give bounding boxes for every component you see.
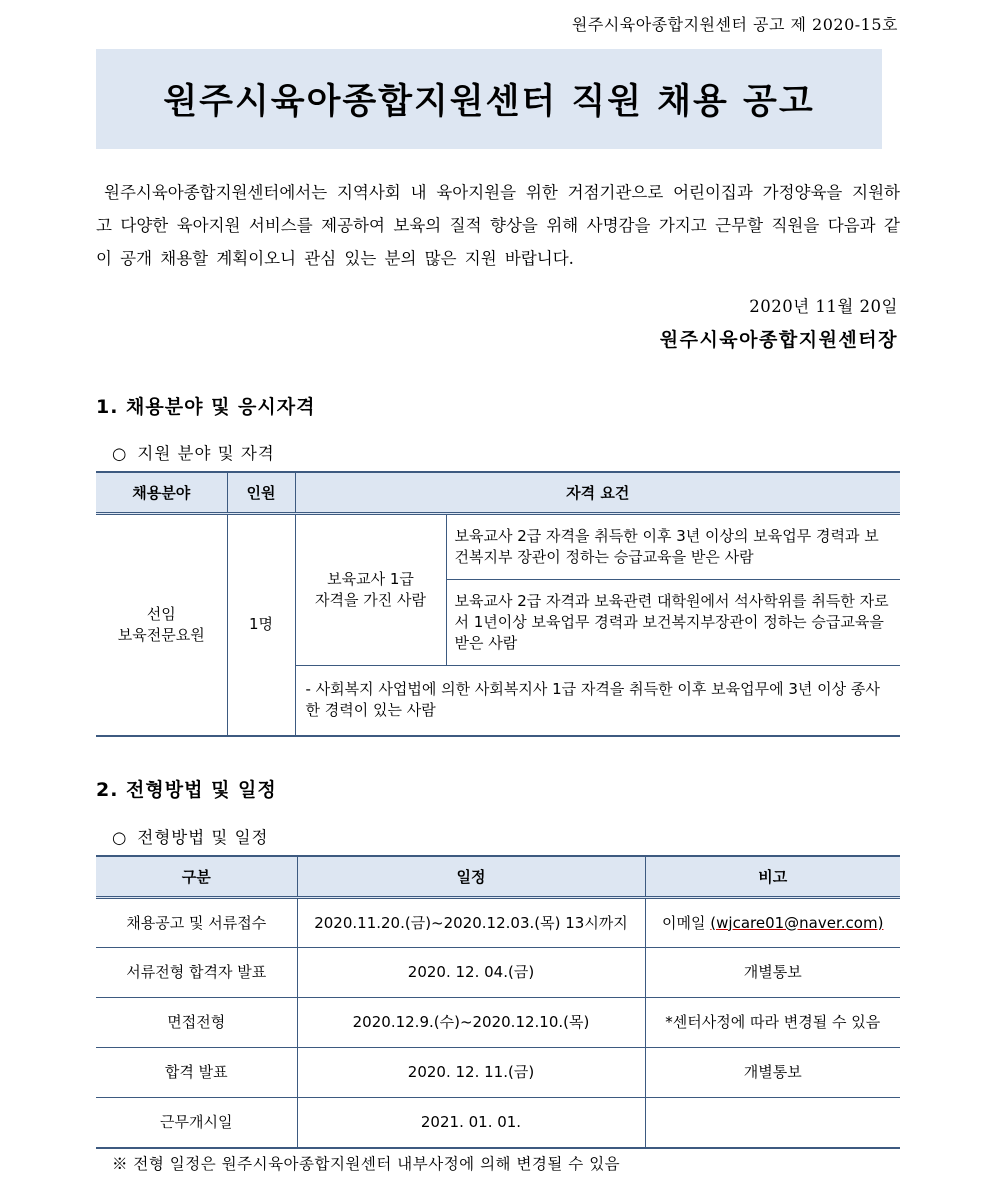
col-header-note: 비고 (645, 856, 900, 898)
table-header-row (96, 472, 900, 514)
count-cell: 1명 (227, 514, 295, 736)
stage-cell: 근무개시일 (96, 1098, 297, 1148)
note-cell (645, 898, 900, 948)
table-row (96, 998, 900, 1048)
schedule-cell: 2020. 12. 11.(금) (297, 1048, 645, 1098)
field-cell: 선임 보육전문요원 (96, 514, 227, 736)
note-cell: 개별통보 (645, 948, 900, 998)
note-cell (645, 1098, 900, 1148)
intro-paragraph: 원주시육아종합지원센터에서는 지역사회 내 육아지원을 위한 거점기관으로 어린이집과 가정양육을 지원하고 다양한 육아지원 서비스를 제공하여 보육의 질적 향상을 위해 사명감을 가지고 근무할 직원을 다음과 같이 공개 채용할 계획이오니 관심 있는 분의 많은 지원 바랍니다. (96, 183, 900, 268)
section1-heading: 1. 채용분야 및 응시자격 (96, 396, 316, 418)
stage-cell: 합격 발표 (96, 1048, 297, 1098)
table-row (96, 898, 900, 948)
title-banner (96, 49, 882, 149)
signatory: 원주시육아종합지원센터장 (659, 329, 898, 351)
section2-subheading-text: 전형방법 및 일정 (137, 828, 269, 847)
section1-subheading-text: 지원 분야 및 자격 (137, 444, 275, 463)
schedule-table (96, 855, 900, 1149)
announcement-date: 2020년 11월 20일 (749, 297, 898, 316)
section2-subheading (112, 824, 268, 848)
schedule-cell: 2020. 12. 04.(금) (297, 948, 645, 998)
stage-cell: 서류전형 합격자 발표 (96, 948, 297, 998)
col-header-count: 인원 (227, 472, 295, 514)
requirement-3: - 사회복지 사업법에 의한 사회복지사 1급 자격을 취득한 이후 보육업무에 3년 이상 종사한 경력이 있는 사람 (295, 666, 900, 736)
stage-cell: 면접전형 (96, 998, 297, 1048)
schedule-cell: 2020.11.20.(금)~2020.12.03.(목) 13시까지 (297, 898, 645, 948)
schedule-cell: 2020.12.9.(수)~2020.12.10.(목) (297, 998, 645, 1048)
section1-subheading (112, 440, 275, 464)
table-header-row (96, 856, 900, 898)
table-row (96, 948, 900, 998)
notice-number: 원주시육아종합지원센터 공고 제 2020-15호 (571, 15, 898, 34)
col-header-field: 채용분야 (96, 472, 227, 514)
col-header-requirements: 자격 요건 (295, 472, 900, 514)
col-header-stage: 구분 (96, 856, 297, 898)
footnote: ※ 전형 일정은 원주시육아종합지원센터 내부사정에 의해 변경될 수 있음 (112, 1155, 621, 1173)
qualification-table (96, 471, 900, 737)
circle-bullet-icon: ○ (112, 828, 128, 847)
table-row (96, 1098, 900, 1148)
note-cell: *센터사정에 따라 변경될 수 있음 (645, 998, 900, 1048)
note-cell: 개별통보 (645, 1048, 900, 1098)
col-header-schedule: 일정 (297, 856, 645, 898)
email-link[interactable]: (wjcare01@naver.com) (710, 913, 884, 932)
circle-bullet-icon: ○ (112, 444, 128, 463)
requirement-1: 보육교사 2급 자격을 취득한 이후 3년 이상의 보육업무 경력과 보건복지부 장관이 정하는 승급교육을 받은 사람 (446, 514, 900, 580)
requirement-2: 보육교사 2급 자격과 보육관련 대학원에서 석사학위를 취득한 자로서 1년이상 보육업무 경력과 보건복지부장관이 정하는 승급교육을 받은 사람 (446, 580, 900, 666)
note-prefix: 이메일 (662, 913, 711, 932)
schedule-cell: 2021. 01. 01. (297, 1098, 645, 1148)
cert-cell: 보육교사 1급 자격을 가진 사람 (295, 514, 446, 666)
page-title: 원주시육아종합지원센터 직원 채용 공고 (163, 82, 815, 122)
table-row (96, 514, 900, 580)
section2-heading: 2. 전형방법 및 일정 (96, 779, 277, 801)
table-row (96, 1048, 900, 1098)
stage-cell: 채용공고 및 서류접수 (96, 898, 297, 948)
